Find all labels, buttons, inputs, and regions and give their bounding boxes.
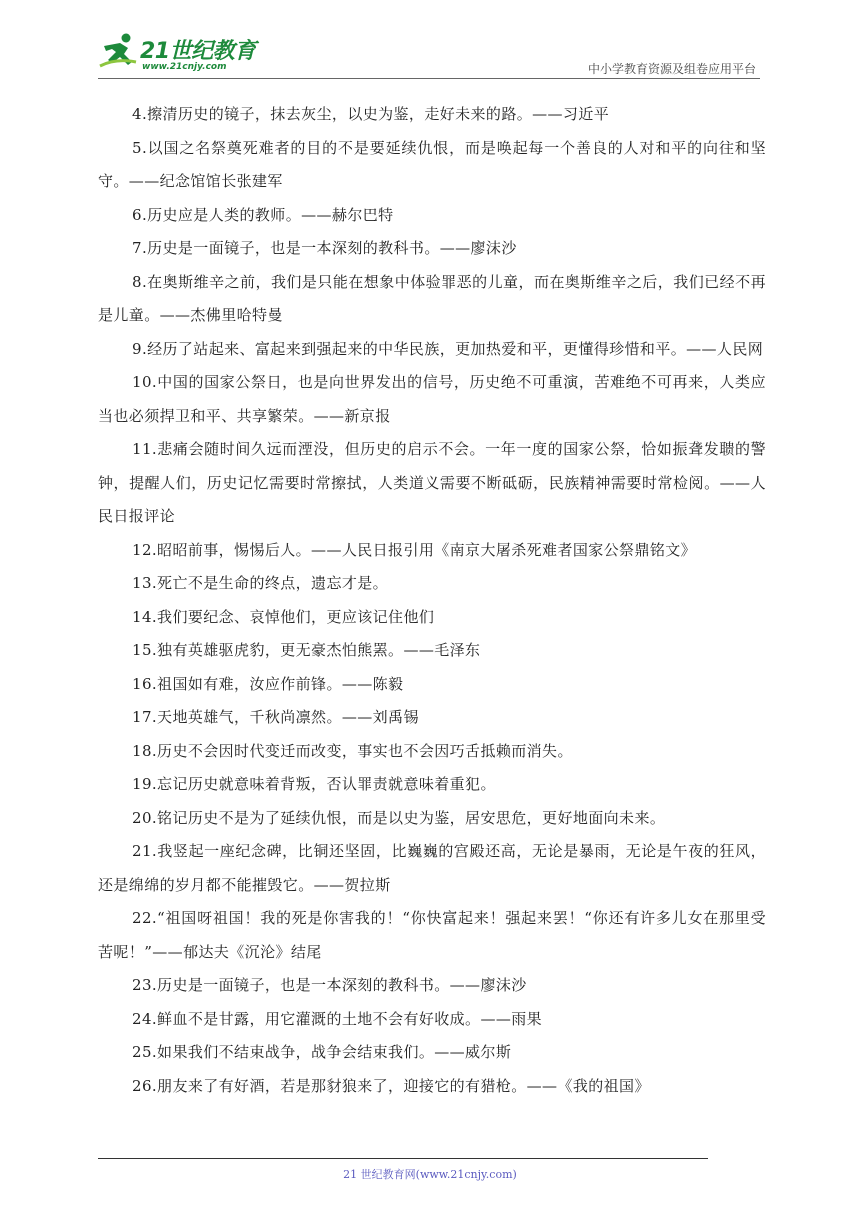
- quote-item: 16.祖国如有难，汝应作前锋。——陈毅: [132, 674, 404, 693]
- page-footer[interactable]: 21 世纪教育网(www.21cnjy.com): [343, 1168, 517, 1181]
- quote-item: 11.悲痛会随时间久远而湮没，但历史的启示不会。一年一度的国家公祭，恰如振聋发聩的警钟，提醒人们，历史记忆需要时常擦拭，人类道义需要不断砥砺，民族精神需要时常检阅。——人民日报评论: [98, 440, 766, 525]
- quote-item: 15.独有英雄驱虎豹，更无豪杰怕熊罴。——毛泽东: [132, 641, 481, 659]
- quote-item: 21.我竖起一座纪念碑，比铜还坚固，比巍巍的宫殿还高，无论是暴雨，无论是午夜的狂风，还是绵绵的岁月都不能摧毁它。——贺拉斯: [98, 842, 766, 894]
- runner-logo-icon: [98, 32, 138, 70]
- logo-url: www.21cnjy.com: [142, 62, 227, 72]
- quote-item: 26.朋友来了有好酒，若是那豺狼来了，迎接它的有猎枪。——《我的祖国》: [132, 1076, 650, 1095]
- quote-item: 20.铭记历史不是为了延续仇恨，而是以史为鉴，居安思危，更好地面向未来。: [132, 808, 666, 827]
- logo-text: 21世纪教育: [140, 39, 256, 64]
- quote-item: 4.擦清历史的镜子，抹去灰尘，以史为鉴，走好未来的路。——习近平: [132, 105, 610, 123]
- footer-divider: [98, 1158, 708, 1159]
- quote-item: 8.在奥斯维辛之前，我们是只能在想象中体验罪恶的儿童，而在奥斯维辛之后，我们已经不再是儿童。——杰佛里哈特曼: [98, 272, 766, 324]
- quote-item: 24.鲜血不是甘露，用它灌溉的土地不会有好收成。——雨果: [132, 1009, 543, 1028]
- quote-item: 9.经历了站起来、富起来到强起来的中华民族，更加热爱和平，更懂得珍惜和平。——人民网: [132, 339, 764, 358]
- quote-item: 7.历史是一面镜子，也是一本深刻的教科书。——廖沫沙: [132, 239, 517, 257]
- quote-item: 14.我们要纪念、哀悼他们，更应该记住他们: [132, 607, 435, 626]
- quote-item: 13.死亡不是生命的终点，遗忘才是。: [132, 574, 389, 592]
- quote-item: 6.历史应是人类的教师。——赫尔巴特: [132, 205, 394, 224]
- quote-item: 18.历史不会因时代变迁而改变，事实也不会因巧舌抵赖而消失。: [132, 741, 573, 760]
- quote-item: 10.中国的国家公祭日，也是向世界发出的信号，历史绝不可重演，苦难绝不可再来，人类应当也必须捍卫和平、共享繁荣。——新京报: [98, 373, 766, 425]
- header-divider: [98, 78, 760, 79]
- site-logo[interactable]: [98, 30, 268, 76]
- page-header: [98, 30, 760, 78]
- quote-item: 17.天地英雄气，千秋尚凛然。——刘禹锡: [132, 708, 419, 726]
- quote-item: 12.昭昭前事，惕惕后人。——人民日报引用《南京大屠杀死难者国家公祭鼎铭文》: [132, 540, 697, 559]
- quote-item: 23.历史是一面镜子，也是一本深刻的教科书。——廖沫沙: [132, 976, 527, 994]
- quote-item: 5.以国之名祭奠死难者的目的不是要延续仇恨，而是唤起每一个善良的人对和平的向往和坚守。——纪念馆馆长张建军: [98, 138, 766, 190]
- quote-item: 19.忘记历史就意味着背叛，否认罪责就意味着重犯。: [132, 775, 496, 793]
- quote-list: [98, 98, 766, 1103]
- quote-item: 25.如果我们不结束战争，战争会结束我们。——威尔斯: [132, 1043, 512, 1061]
- header-tagline: 中小学教育资源及组卷应用平台: [587, 62, 756, 76]
- quote-item: 22.“祖国呀祖国！我的死是你害我的！“你快富起来！强起来罢！“你还有许多儿女在那里受苦呢！”——郁达夫《沉沦》结尾: [98, 909, 766, 961]
